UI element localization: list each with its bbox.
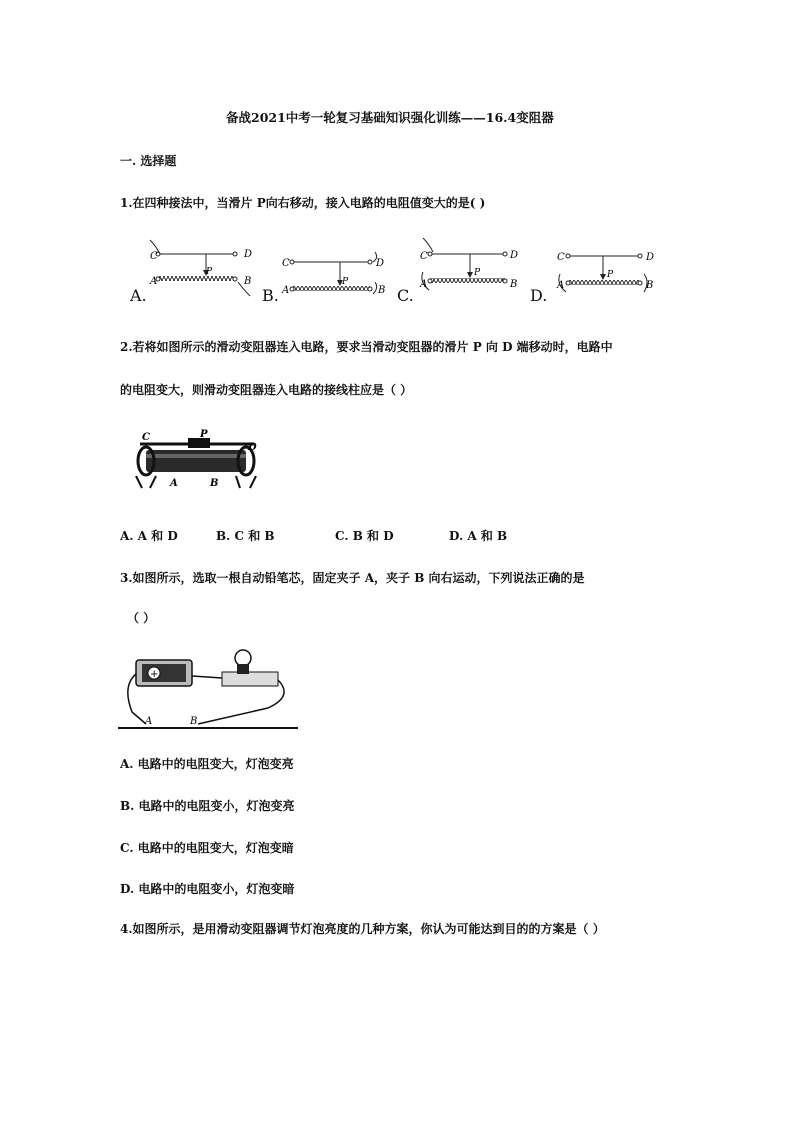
- svg-text:C: C: [420, 251, 428, 262]
- q1-option-c-label: C.: [397, 286, 414, 305]
- q1-figure-a: [149, 240, 252, 296]
- svg-text:P: P: [474, 268, 481, 278]
- svg-text:B: B: [190, 716, 198, 727]
- page-title: 备战2021中考一轮复习基础知识强化训练——16.4变阻器: [226, 110, 554, 125]
- svg-text:B: B: [510, 279, 518, 290]
- svg-text:A: A: [170, 478, 178, 489]
- q3-option-d: D. 电路中的电阻变小，灯泡变暗: [120, 882, 295, 896]
- q1-option-a-label: A.: [130, 286, 147, 305]
- svg-text:P: P: [342, 277, 349, 287]
- q1-option-b-label: B.: [262, 286, 279, 305]
- svg-text:B: B: [646, 280, 654, 291]
- question-2-line-1: 2.若将如图所示的滑动变阻器连入电路，要求当滑动变阻器的滑片 P 向 D 端移动时，电路中: [120, 340, 613, 354]
- q2-option-d: D. A 和 B: [449, 529, 508, 543]
- svg-text:P: P: [206, 267, 213, 277]
- q2-option-c: C. B 和 D: [335, 529, 394, 543]
- svg-text:D: D: [248, 442, 257, 453]
- q2-rheostat-figure: [128, 428, 268, 498]
- question-2-line-2: 的电阻变大，则滑动变阻器连入电路的接线柱应是（ ）: [120, 383, 413, 397]
- q2-option-b: B. C 和 B: [216, 529, 275, 543]
- svg-text:B: B: [244, 276, 252, 287]
- svg-text:A: A: [557, 280, 565, 291]
- q3-option-b: B. 电路中的电阻变小，灯泡变亮: [120, 799, 295, 813]
- svg-text:D: D: [376, 258, 385, 269]
- svg-text:+: +: [150, 669, 159, 680]
- section-heading: 一. 选择题: [120, 154, 177, 168]
- question-1-text: 1.在四种接法中，当滑片 P向右移动，接入电路的电阻值变大的是( ): [120, 196, 486, 210]
- q3-circuit-figure: [118, 646, 298, 736]
- svg-text:C: C: [282, 258, 290, 269]
- svg-text:A: A: [145, 716, 153, 727]
- svg-text:A: A: [420, 279, 428, 290]
- question-4-text: 4.如图所示，是用滑动变阻器调节灯泡亮度的几种方案，你认为可能达到目的的方案是（ ）: [120, 922, 605, 936]
- q1-figure-b: [281, 252, 385, 296]
- svg-text:A: A: [282, 285, 290, 296]
- q2-option-a: A. A 和 D: [120, 529, 178, 543]
- question-3-line-1: 3.如图所示，选取一根自动铅笔芯，固定夹子 A，夹子 B 向右运动，下列说法正确的是: [120, 571, 585, 585]
- svg-text:P: P: [200, 429, 208, 440]
- q3-option-a: A. 电路中的电阻变大，灯泡变亮: [120, 757, 294, 771]
- question-3-line-2: （ ）: [127, 611, 156, 625]
- q1-figure-c: [419, 238, 518, 290]
- svg-text:D: D: [510, 250, 519, 261]
- svg-text:A: A: [150, 276, 158, 287]
- q1-option-d-label: D.: [530, 286, 548, 305]
- svg-text:C: C: [557, 252, 565, 263]
- q3-option-c: C. 电路中的电阻变大，灯泡变暗: [120, 841, 294, 855]
- svg-text:C: C: [150, 251, 158, 262]
- svg-text:P: P: [607, 270, 614, 280]
- q1-rheostat-figures: [120, 232, 670, 312]
- svg-text:B: B: [378, 285, 386, 296]
- svg-text:D: D: [244, 249, 253, 260]
- svg-text:C: C: [142, 432, 150, 443]
- svg-text:D: D: [646, 252, 655, 263]
- q1-figure-d: [556, 252, 654, 292]
- svg-text:B: B: [210, 478, 219, 489]
